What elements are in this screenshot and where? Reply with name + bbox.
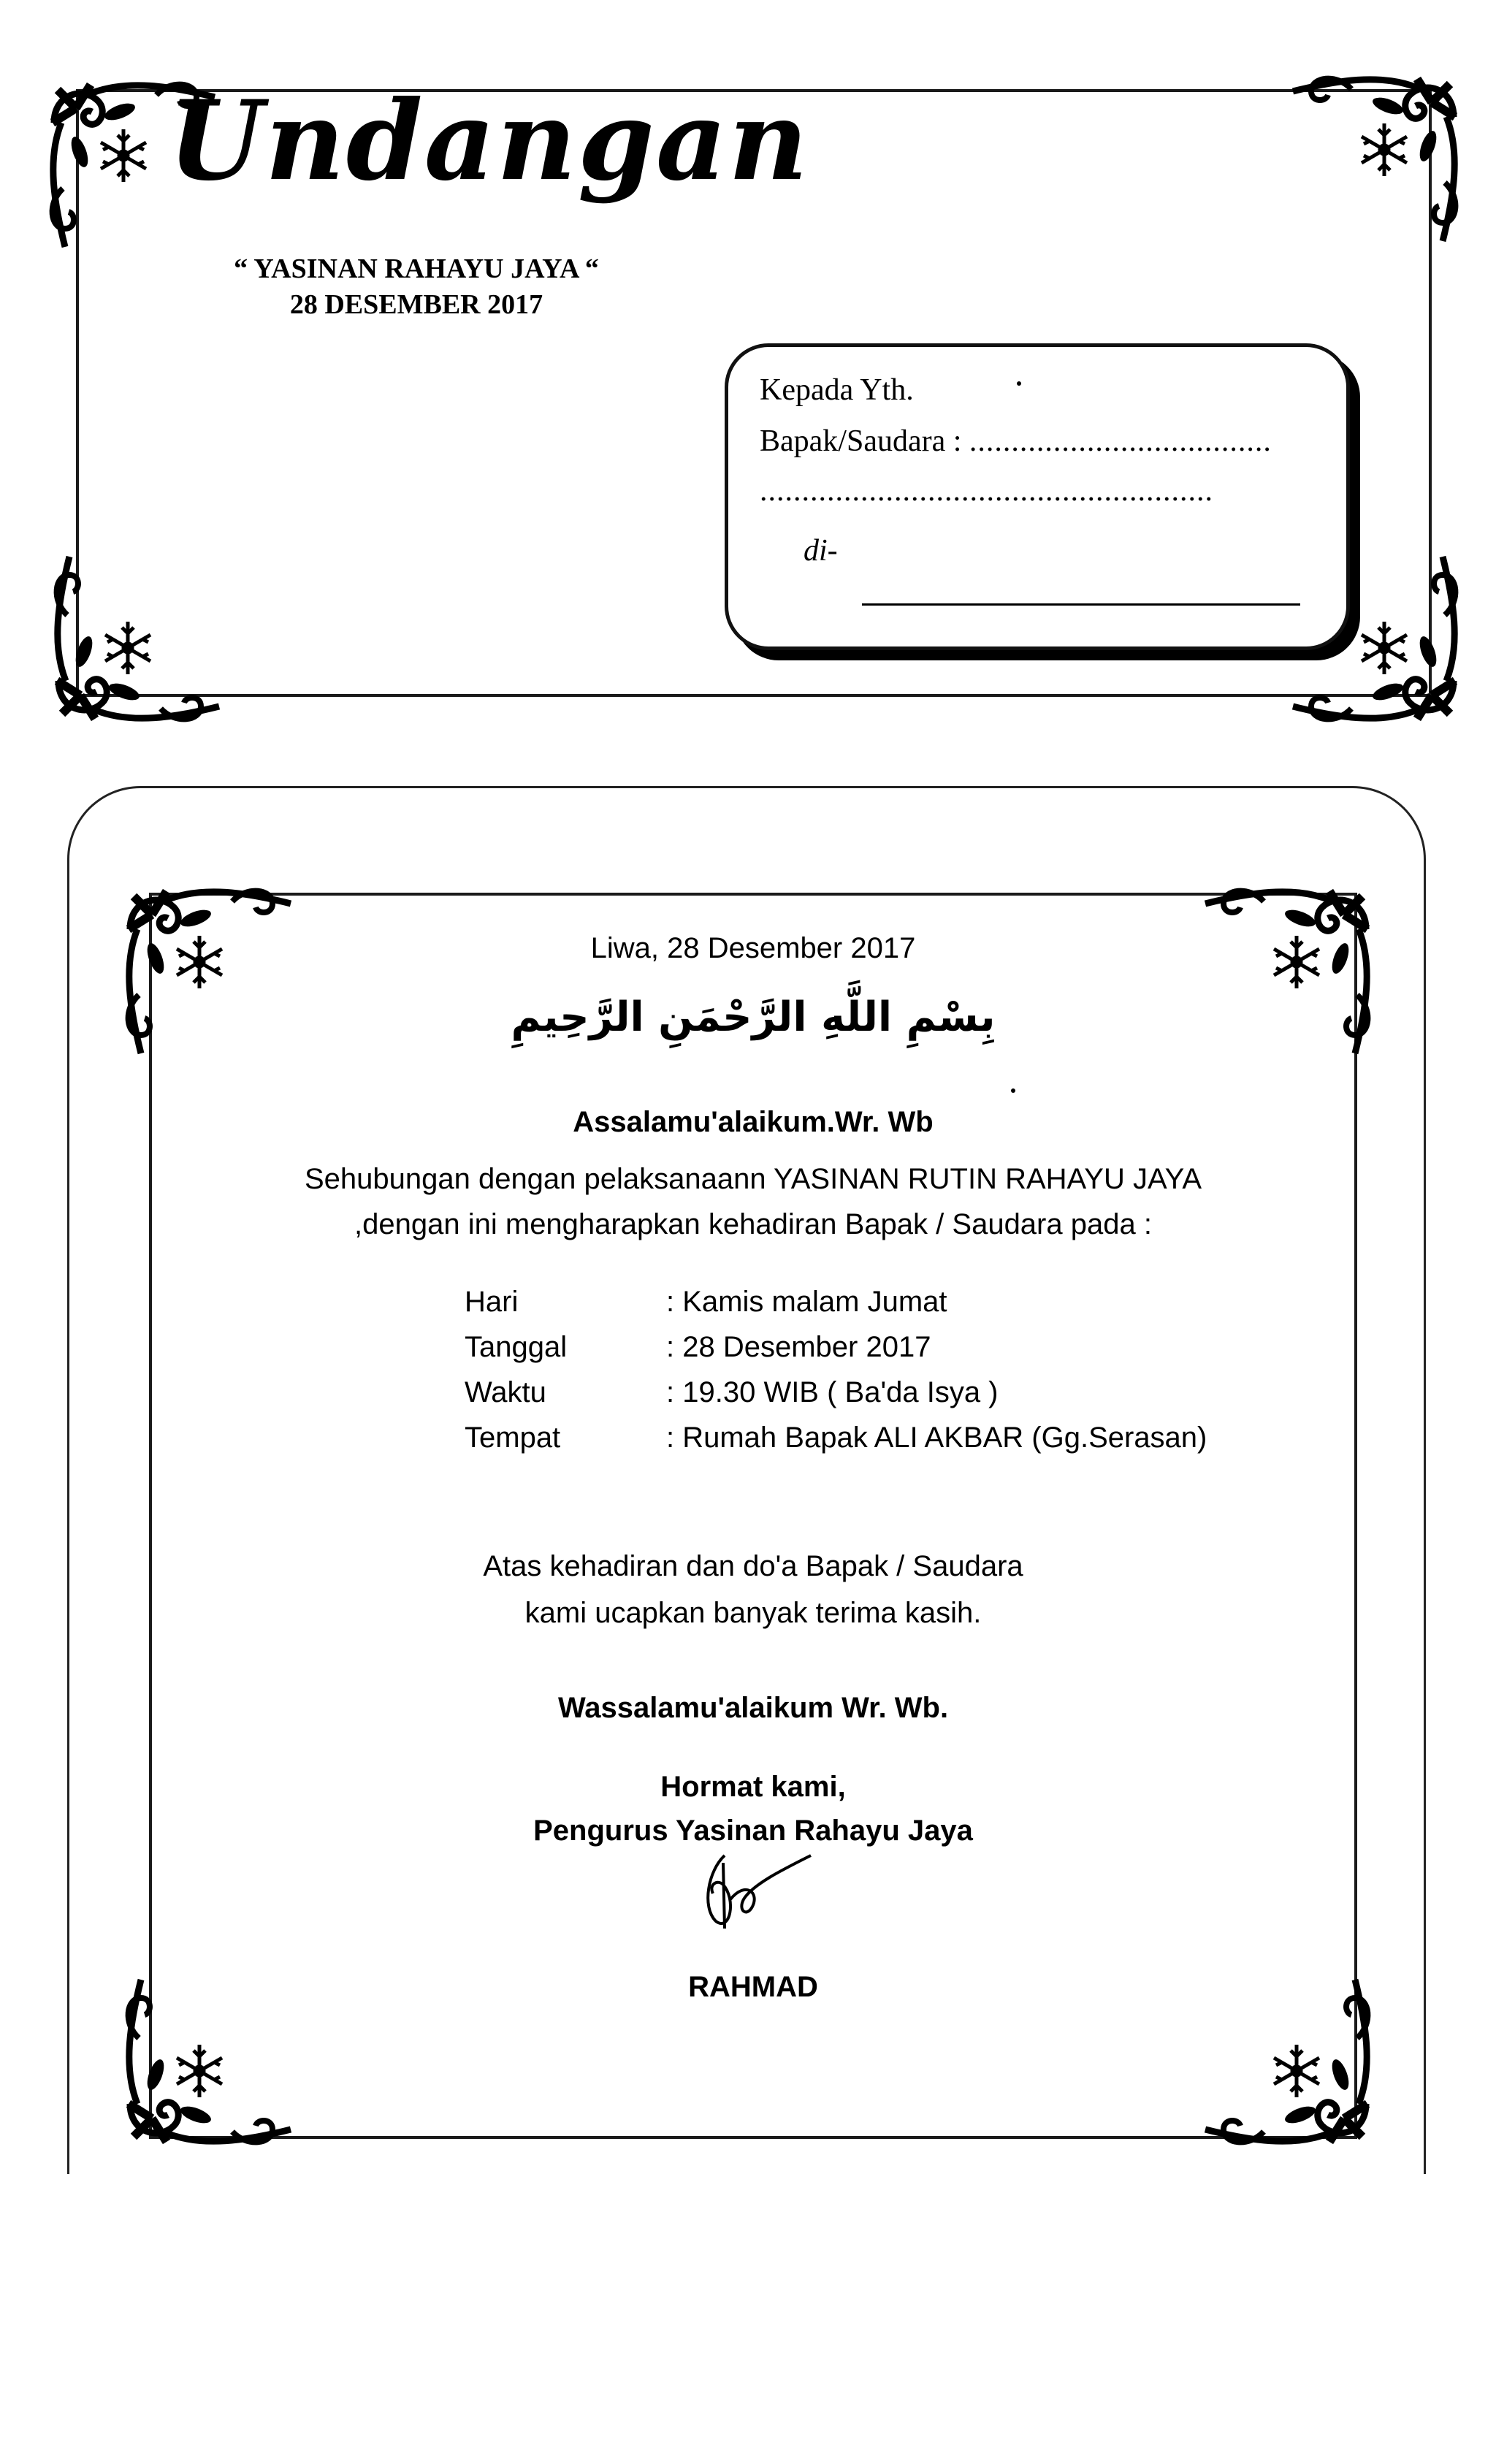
address-name-line <box>760 424 1272 459</box>
address-name-label: Bapak/Saudara : <box>760 424 969 458</box>
letter-intro-line1: Sehubungan dengan pelaksanaann YASINAN RUTIN RAHAYU JAYA <box>304 1163 1202 1195</box>
letter-thanks-line2: kami ucapkan banyak terima kasih. <box>524 1597 982 1629</box>
event-date: 28 DESEMBER 2017 <box>289 289 543 321</box>
detail-label-date: Tanggal <box>465 1331 568 1363</box>
letter-greeting: Assalamu'alaikum.Wr. Wb <box>573 1106 934 1138</box>
envelope-event-info <box>219 251 614 324</box>
letter-closing: Wassalamu'alaikum Wr. Wb. <box>557 1692 949 1724</box>
detail-label-day: Hari <box>465 1286 519 1318</box>
detail-value-place: : Rumah Bapak ALI AKBAR (Gg.Serasan) <box>666 1422 1207 1454</box>
basmala-calligraphy: بِسْمِ اللَّهِ الرَّحْمَنِ الرَّحِيمِ <box>511 993 996 1041</box>
letter-inner-frame <box>149 893 1357 2139</box>
corner-ornament-icon <box>51 549 226 725</box>
detail-label-time: Waktu <box>465 1376 546 1408</box>
address-di-label: di- <box>804 534 838 568</box>
letter-signoff-line1: Hormat kami, <box>660 1771 846 1803</box>
detail-value-day: : Kamis malam Jumat <box>666 1286 947 1318</box>
detail-value-date: : 28 Desember 2017 <box>666 1331 931 1363</box>
letter-signoff-line2: Pengurus Yasinan Rahayu Jaya <box>533 1815 973 1847</box>
speck <box>1011 1088 1015 1093</box>
letter-intro-line2: ,dengan ini mengharapkan kehadiran Bapak / Saudara pada : <box>354 1208 1152 1240</box>
address-recipient-label: Kepada Yth. <box>760 373 914 407</box>
letter-place-date: Liwa, 28 Desember 2017 <box>590 932 916 964</box>
address-extra-dots: ...................................................... <box>760 474 1213 508</box>
address-name-dots: .................................... <box>969 424 1272 458</box>
letter-signatory: RAHMAD <box>688 1971 818 2003</box>
corner-ornament-icon <box>1286 73 1461 248</box>
speck <box>1017 381 1021 386</box>
event-name: “ YASINAN RAHAYU JAYA “ <box>234 253 599 284</box>
envelope-title: Undangan <box>168 77 810 205</box>
address-underline <box>862 603 1300 606</box>
detail-label-place: Tempat <box>465 1422 561 1454</box>
signature-icon <box>679 1841 825 1936</box>
detail-value-time: : 19.30 WIB ( Ba'da Isya ) <box>666 1376 999 1408</box>
letter-thanks-line1: Atas kehadiran dan do'a Bapak / Saudara <box>483 1550 1023 1582</box>
